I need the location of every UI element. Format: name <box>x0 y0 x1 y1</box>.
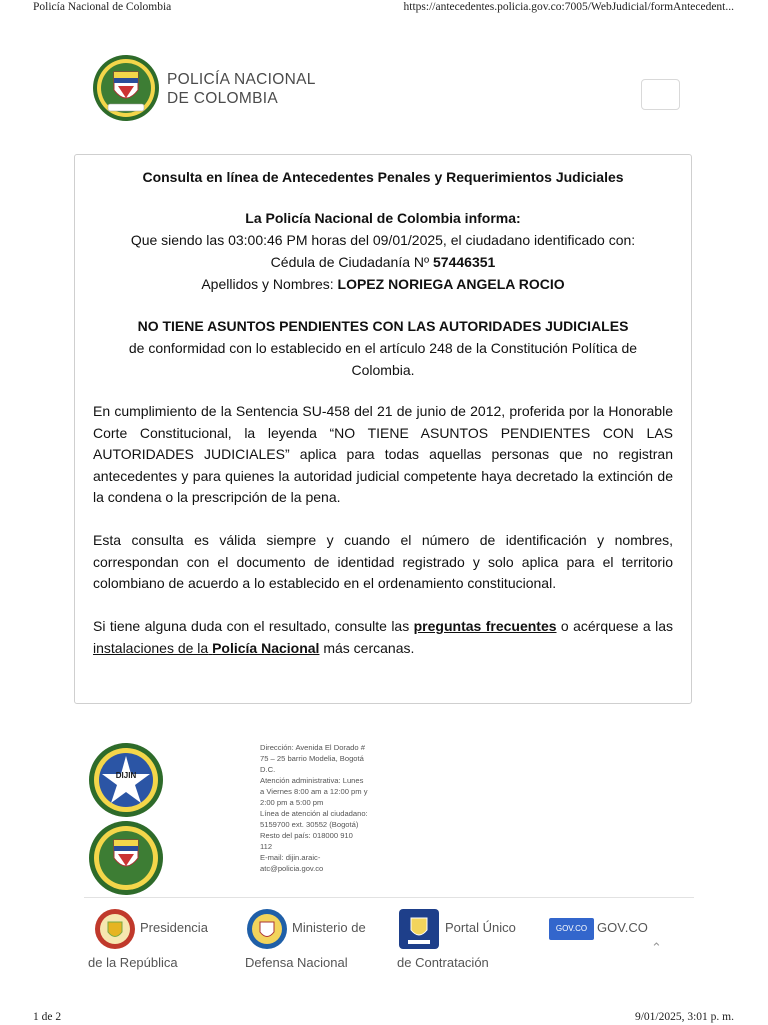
print-datetime: 9/01/2025, 3:01 p. m. <box>634 1011 734 1023</box>
instalaciones-link-text: instalaciones de la <box>93 639 209 656</box>
informa-heading: La Policía Nacional de Colombia informa: <box>245 210 521 226</box>
footer-divider <box>84 897 694 898</box>
portal-unico-link[interactable]: Portal Único <box>445 920 516 935</box>
informa-block <box>93 207 673 295</box>
address-line: atc@policia.gov.co <box>260 864 324 873</box>
print-header-title: Policía Nacional de Colombia <box>33 1 172 13</box>
govco-badge-text: GOV.CO <box>555 924 588 933</box>
preguntas-frecuentes-link[interactable]: preguntas frecuentes <box>413 618 557 634</box>
names-value: LOPEZ NORIEGA ANGELA ROCIO <box>337 276 565 292</box>
status-line-3: Colombia. <box>351 362 415 378</box>
address-line: a Viernes 8:00 am a 12:00 pm y <box>260 787 368 796</box>
govco-logo-icon <box>549 918 594 940</box>
ministerio-link[interactable]: Ministerio de <box>292 920 366 935</box>
address-line: Resto del país: 018000 910 <box>260 831 353 840</box>
cedula-number: 57446351 <box>433 254 496 270</box>
portal-unico-link-line2[interactable]: de Contratación <box>397 955 489 970</box>
print-header <box>0 1 768 15</box>
brand-name <box>167 70 316 108</box>
presidencia-seal-icon <box>94 908 136 950</box>
presidencia-link-line2[interactable]: de la República <box>88 955 178 970</box>
scroll-top-chevron-icon[interactable]: ⌃ <box>651 940 662 955</box>
ministerio-seal-icon <box>246 908 288 950</box>
portal-unico-icon <box>398 908 440 950</box>
policia-nacional-link-text: Policía Nacional <box>212 639 320 656</box>
brand-line-1: POLICÍA NACIONAL <box>167 71 316 88</box>
print-header-url: https://antecedentes.policia.gov.co:7005/WebJudicial/formAntecedent... <box>403 1 734 13</box>
address-line: Línea de atención al ciudadano: <box>260 809 368 818</box>
address-line: 5159700 ext. 30552 (Bogotá) <box>260 820 359 829</box>
address-line: Dirección: Avenida El Dorado # <box>260 743 365 752</box>
govco-link[interactable]: GOV.CO <box>597 920 648 935</box>
status-block <box>93 315 673 381</box>
print-footer <box>0 1011 768 1025</box>
names-line <box>93 273 673 295</box>
page-title: Consulta en línea de Antecedentes Penales y Requerimientos Judiciales <box>142 169 624 185</box>
result-card <box>74 154 692 704</box>
instalaciones-link[interactable] <box>93 640 319 656</box>
paragraph-sentencia: En cumplimiento de la Sentencia SU-458 del 21 de junio de 2012, proferida por la Honorable Corte Constitucional, la leyenda “NO TIENE ASUNTOS PENDIENTES CON LAS AUTORIDADES JUDICIALES” aplica para todas aquellas personas que no registran antecedentes y para quienes la autoridad judicial competente haya decretado la extinción de la condena o la prescripción de la pena. <box>93 403 673 505</box>
dudas-text-b: o acérquese a las <box>560 618 673 634</box>
brand-line-2: DE COLOMBIA <box>167 90 278 107</box>
paragraph-validez: Esta consulta es válida siempre y cuando el número de identificación y nombres, correspondan con el documento de identidad registrado y solo aplica para el territorio colombiano de acuerdo a lo establecido en el ordenamiento constitucional. <box>93 532 673 591</box>
presidencia-link[interactable]: Presidencia <box>140 920 208 935</box>
cedula-label: Cédula de Ciudadanía Nº <box>270 254 430 270</box>
address-line: 112 <box>260 842 273 851</box>
address-line: E-mail: dijin.araic- <box>260 853 321 862</box>
page-counter: 1 de 2 <box>33 1011 62 1023</box>
dijin-label: DIJIN <box>115 771 137 780</box>
status-text: NO TIENE ASUNTOS PENDIENTES CON LAS AUTORIDADES JUDICIALES <box>137 318 629 334</box>
address-line: 75 – 25 barrio Modelia, Bogotá <box>260 754 364 763</box>
policia-footer-emblem-icon <box>88 820 164 896</box>
address-line: 2:00 pm a 5:00 pm <box>260 798 324 807</box>
ministerio-link-line2[interactable]: Defensa Nacional <box>245 955 348 970</box>
status-line-2: de conformidad con lo establecido en el artículo 248 de la Constitución Política de <box>128 340 638 356</box>
policia-emblem-icon <box>92 54 160 122</box>
paragraph-dudas <box>93 616 673 659</box>
cedula-line <box>93 251 673 273</box>
dudas-text-c: más cercanas. <box>323 639 415 656</box>
address-line: D.C. <box>260 765 276 774</box>
names-label: Apellidos y Nombres: <box>201 276 334 292</box>
address-line: Atención administrativa: Lunes <box>260 776 364 785</box>
header-menu-button[interactable] <box>641 79 680 110</box>
dijin-emblem-icon <box>88 742 164 818</box>
contact-address <box>260 742 376 874</box>
dudas-text-a: Si tiene alguna duda con el resultado, consulte las <box>93 618 410 634</box>
timestamp-line: Que siendo las 03:00:46 PM horas del 09/01/2025, el ciudadano identificado con: <box>130 232 636 248</box>
